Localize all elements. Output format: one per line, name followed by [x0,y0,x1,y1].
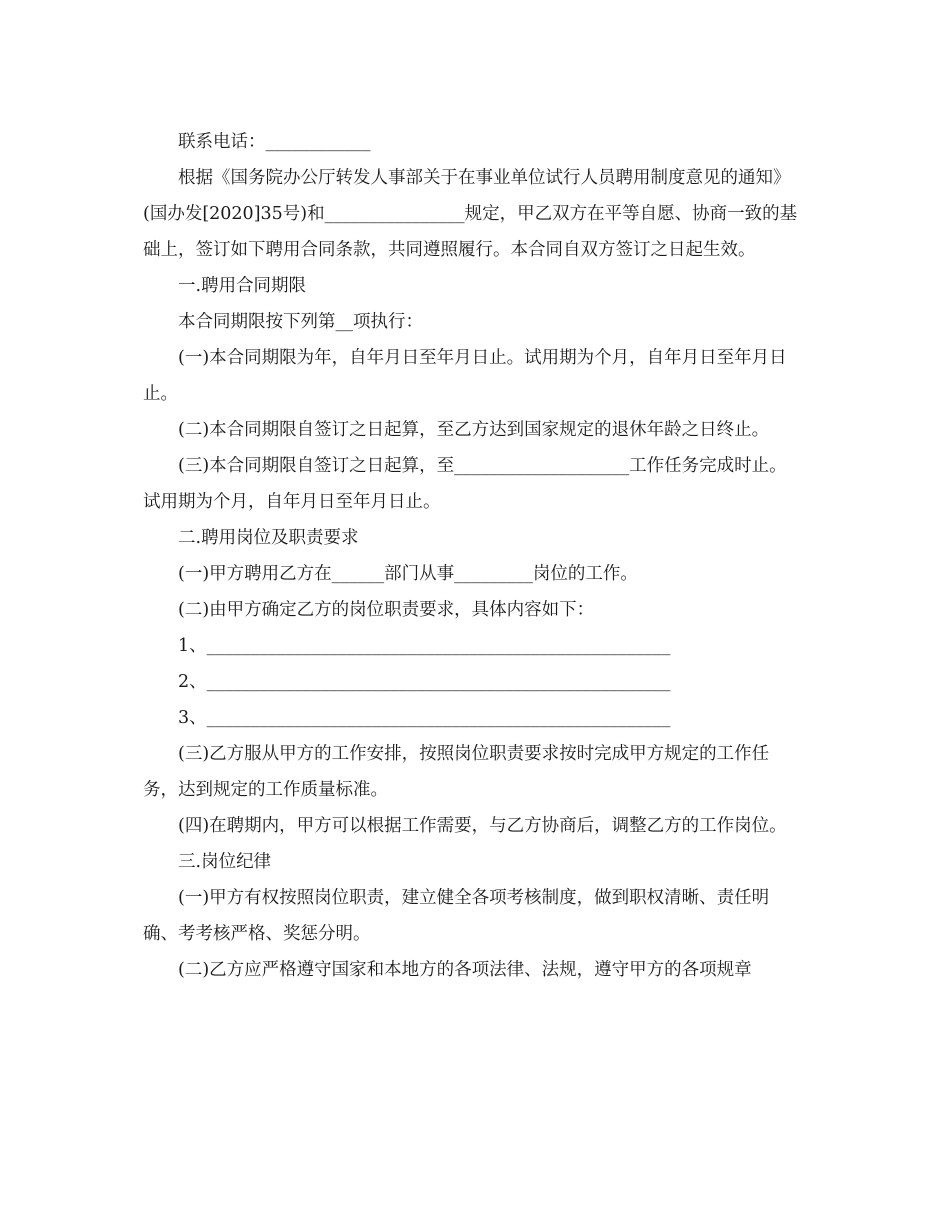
section-heading-contract-term: 一.聘用合同期限 [178,276,307,296]
document-body [143,124,803,988]
section-heading-discipline: 三.岗位纪律 [178,852,272,872]
duty-blank-line-1: 1、_____________________________________________________ [178,636,671,656]
position-clause-2: (二)由甲方确定乙方的岗位职责要求，具体内容如下： [178,600,595,620]
duty-blank-line-2: 2、_____________________________________________________ [178,672,671,692]
term-option-2: (二)本合同期限自签订之日起算，至乙方达到国家规定的退休年龄之日终止。 [178,420,770,440]
discipline-clause-2: (二)乙方应严格遵守国家和本地方的各项法律、法规，遵守甲方的各项规章 [178,960,752,980]
term-option-intro: 本合同期限按下列第__项执行： [178,312,423,332]
position-clause-4: (四)在聘期内，甲方可以根据工作需要，与乙方协商后，调整乙方的工作岗位。 [178,816,787,836]
duty-blank-line-3: 3、_____________________________________________________ [178,708,671,728]
position-clause-3: (三)乙方服从甲方的工作安排，按照岗位职责要求按时完成甲方规定的工作任务，达到规定的工作质量标准。 [143,744,770,800]
term-option-1: (一)本合同期限为年，自年月日至年月日止。试用期为个月，自年月日至年月日止。 [143,348,787,404]
discipline-clause-1: (一)甲方有权按照岗位职责，建立健全各项考核制度，做到职权清晰、责任明确、考考核严格、奖惩分明。 [143,888,770,944]
section-heading-position: 二.聘用岗位及职责要求 [178,528,359,548]
preamble-paragraph: 根据《国务院办公厅转发人事部关于在事业单位试行人员聘用制度意见的通知》(国办发[2020]35号)和________________规定，甲乙双方在平等自愿、协商一致的基础上，签订如下聘用合同条款，共同遵照履行。本合同自双方签订之日起生效。 [143,168,798,260]
contact-phone-line: 联系电话：____________ [178,132,371,152]
term-option-3: (三)本合同期限自签订之日起算，至____________________工作任务完成时止。试用期为个月，自年月日至年月日止。 [143,456,787,512]
position-clause-1: (一)甲方聘用乙方在______部门从事_________岗位的工作。 [178,564,638,584]
